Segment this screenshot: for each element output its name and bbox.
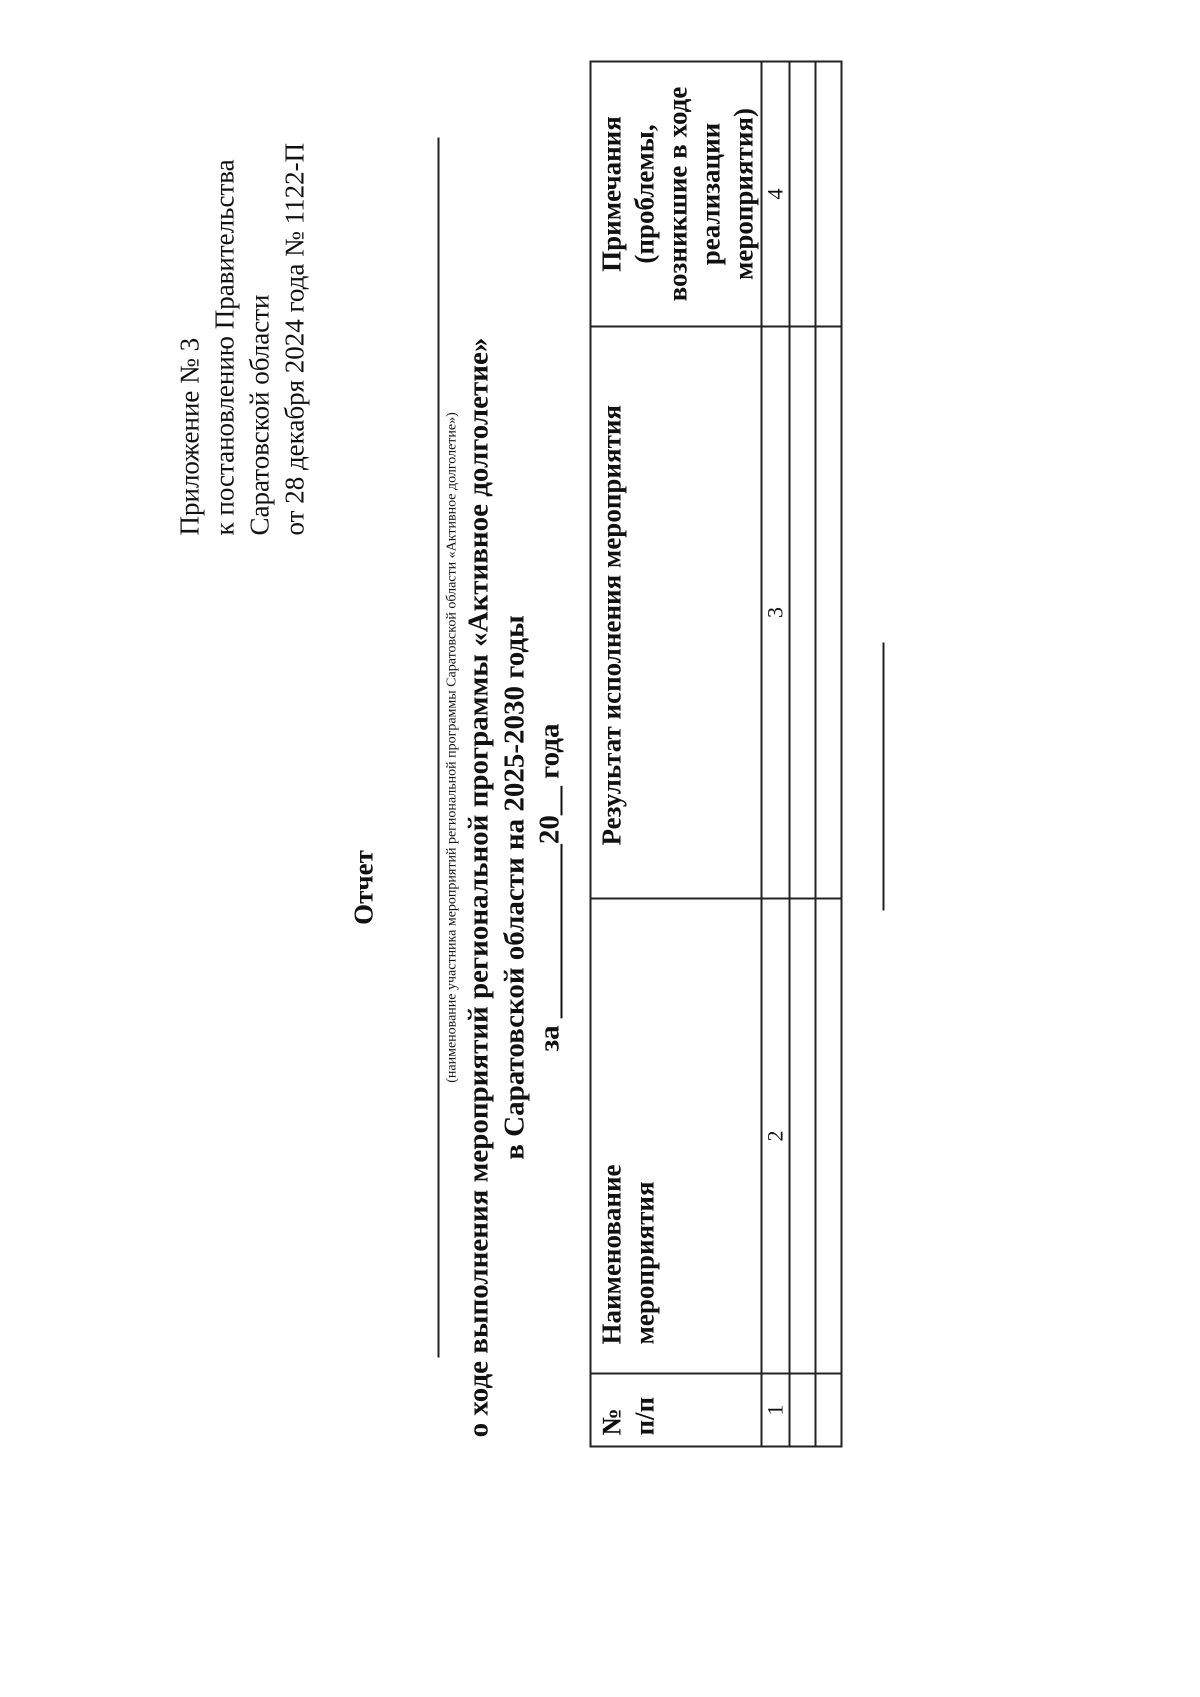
report-heading-line: о ходе выполнения мероприятий региональной программы «Активное долголетие»: [462, 337, 494, 1437]
table-index-row: [761, 61, 789, 1446]
header-notes: [590, 61, 761, 326]
appendix-line: Приложение № 3: [174, 337, 204, 535]
header-text: Наименование: [596, 1164, 626, 1344]
appendix-line: от 28 декабря 2024 года № 1122-П: [279, 142, 309, 535]
appendix-block: [172, 142, 312, 535]
header-number: [590, 1373, 761, 1446]
table-cell: [815, 326, 841, 898]
table-cell: 3: [761, 326, 789, 898]
header-text: (проблемы, возникшие в ходе: [629, 86, 692, 301]
header-text: Результат исполнения мероприятия: [596, 404, 626, 845]
report-heading-line: в Саратовской области на 2025-2030 годы: [498, 614, 530, 1160]
header-text: Примечания: [596, 115, 626, 272]
table-cell: 4: [761, 61, 789, 326]
header-text: мероприятия: [629, 1180, 659, 1344]
appendix-line: Саратовской области: [244, 294, 274, 535]
table-cell: 2: [761, 898, 789, 1373]
participant-name-line: [437, 137, 439, 1357]
header-event-name: [590, 898, 761, 1373]
report-period-line: за ____________20__ года: [533, 723, 565, 1051]
table-row: [815, 61, 841, 1446]
separator-line: [882, 642, 884, 910]
table-cell: [789, 898, 815, 1373]
header-text: реализации мероприятия): [695, 107, 758, 280]
table-header-row: [590, 61, 761, 1446]
table-row: [789, 61, 815, 1446]
participant-caption: (наименование участника мероприятий региональной программы Саратовской области «Активное долголетие»): [444, 411, 459, 1083]
table-cell: [789, 326, 815, 898]
table-cell: [815, 1373, 841, 1446]
report-table: [589, 60, 842, 1447]
table-cell: 1: [761, 1373, 789, 1446]
table-cell: [815, 61, 841, 326]
header-result: [590, 326, 761, 898]
header-text: п/п: [629, 1396, 659, 1435]
appendix-line: к постановлению Правительства: [209, 158, 239, 535]
report-title: Отчет: [348, 849, 378, 925]
table-cell: [789, 1373, 815, 1446]
table-cell: [815, 898, 841, 1373]
header-text: №: [596, 1407, 626, 1435]
table-cell: [789, 61, 815, 326]
